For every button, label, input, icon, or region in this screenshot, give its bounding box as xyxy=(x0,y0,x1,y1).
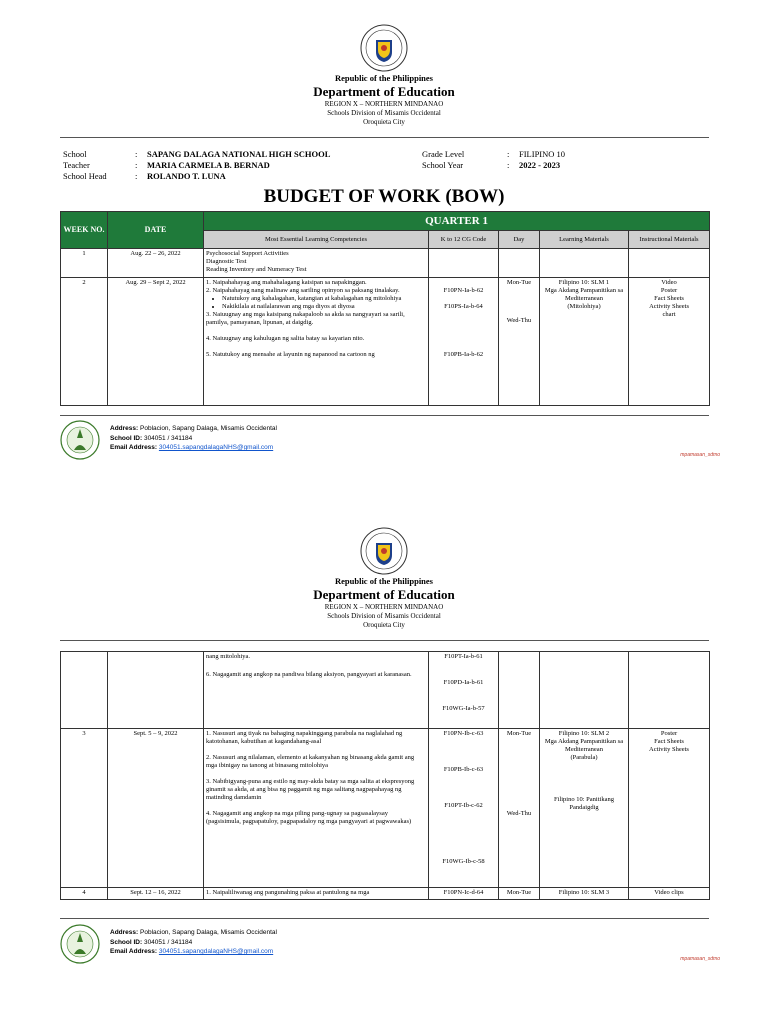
grade-value: FILIPINO 10 xyxy=(519,149,566,159)
day-item: Mon-Tue xyxy=(506,279,532,286)
materials-header: Learning Materials xyxy=(540,231,629,249)
table-row xyxy=(61,729,710,888)
code-item: F10PN-Ia-b-62 xyxy=(443,287,484,294)
competency-item: 3. Nabibigyang-puna ang estilo ng may-akda batay sa mga salita at ekspresyong ginamit sa akda, at ang bisa ng paggamit ng mga salitang nagpapahayag ng matinding damdamin xyxy=(206,778,415,801)
header-divider xyxy=(60,640,709,641)
code-item: F10PD-Ia-b-61 xyxy=(443,679,484,686)
department-text: Department of Education xyxy=(313,84,455,99)
letterhead xyxy=(0,73,768,127)
code-item: F10PN-Ib-c-63 xyxy=(443,730,484,737)
week-cell: 1 xyxy=(61,249,108,278)
school-logo-icon xyxy=(60,924,100,964)
competency-item: nang mitolohiya. xyxy=(206,653,251,660)
day-cell xyxy=(499,729,540,888)
day-cell: Mon-Tue xyxy=(499,888,540,900)
region-text: REGION X – NORTHERN MINDANAO xyxy=(324,100,444,108)
competency-bullet: • Natutukoy ang kahalagahan, katangian at kabalagahan ng mitolohiya xyxy=(222,295,426,303)
footer-divider xyxy=(60,918,709,919)
email-link[interactable]: 304051.sapangdalagaNHS@gmail.com xyxy=(158,444,274,451)
date-cell: Sept. 12 – 16, 2022 xyxy=(108,888,204,900)
table-row xyxy=(61,888,710,900)
code-item: F10PS-Ia-b-64 xyxy=(444,303,483,310)
email-label: Email Address: xyxy=(110,444,158,451)
footer-tag: mpamasan_sdmo xyxy=(680,956,720,962)
footer xyxy=(60,420,720,470)
division-text: Schools Division of Misamis Occidental xyxy=(327,109,441,117)
year-value: 2022 - 2023 xyxy=(519,160,561,170)
school-logo-icon xyxy=(60,420,100,460)
instr-cell: Poster Fact Sheets Activity Sheets xyxy=(629,729,710,888)
table-row xyxy=(61,652,710,729)
materials-cell xyxy=(540,729,629,888)
competency-item: 1. Naipahahayag ang mahahalagang kaisipan sa napakinggan. xyxy=(206,279,367,286)
day-cell xyxy=(499,278,540,406)
schoolid-label: School ID: xyxy=(110,434,143,442)
email-label: Email Address: xyxy=(110,948,158,955)
competency-item: 2. Nasusuri ang nilalaman, elemento at kakanyahan ng binasang akda gamit ang mga ibinigay na tanong at binasang mitolohiya xyxy=(206,754,415,769)
code-item: F10PT-Ia-b-61 xyxy=(444,653,483,660)
head-label: School Head xyxy=(63,171,107,181)
competency-cell: 1. Naipaliliwanag ang pangunahing paksa at pantulong na mga xyxy=(204,888,429,900)
competency-item: 1. Nasusuri ang tiyak na bahaging napakinggang parabula na naglalahad ng katotohanan, kabutihan at kagandahang-asal xyxy=(206,730,403,745)
materials-item: Filipino 10: SLM 2 Mga Akdang Pampanitikan sa Mediterranean (Parabula) xyxy=(544,730,624,761)
competency-cell: Psychosocial Support Activities Diagnostic Test Reading Inventory and Numeracy Test xyxy=(204,249,429,278)
instr-cell: Video Poster Fact Sheets Activity Sheets chart xyxy=(629,278,710,406)
day-header: Day xyxy=(499,231,540,249)
table-row xyxy=(61,278,710,406)
code-header: K to 12 CG Code xyxy=(429,231,499,249)
materials-cell: Filipino 10: SLM 1 Mga Akdang Pampanitikan sa Mediterranean (Mitolohiya) xyxy=(540,278,629,406)
competency-cell xyxy=(204,729,429,888)
city-text: Oroquieta City xyxy=(363,621,405,629)
code-item: F10PB-Ib-c-63 xyxy=(443,766,484,773)
school-label: School xyxy=(63,149,87,159)
republic-text: Republic of the Philippines xyxy=(334,576,433,586)
code-cell xyxy=(429,652,499,729)
week-cell: 3 xyxy=(61,729,108,888)
address-value: Poblacion, Sapang Dalaga, Misamis Occidental xyxy=(140,929,277,936)
deped-seal-icon xyxy=(360,24,408,72)
date-cell: Aug. 22 – 26, 2022 xyxy=(108,249,204,278)
footer-divider xyxy=(60,415,709,416)
bow-table-continued xyxy=(60,651,710,900)
school-value: SAPANG DALAGA NATIONAL HIGH SCHOOL xyxy=(147,149,331,159)
address-label: Address: xyxy=(110,425,139,432)
school-info-right: Grade Level : FILIPINO 10 School Year : 2022 - 2023 xyxy=(422,149,566,170)
day-item: Wed-Thu xyxy=(506,810,532,817)
code-cell xyxy=(429,729,499,888)
address-label: Address: xyxy=(110,929,139,936)
schoolid-value: 304051 / 341184 xyxy=(143,434,193,442)
date-header: DATE xyxy=(108,212,204,249)
day-item: Wed-Thu xyxy=(506,317,532,324)
code-cell xyxy=(429,278,499,406)
email-link[interactable]: 304051.sapangdalagaNHS@gmail.com xyxy=(158,948,274,955)
department-text: Department of Education xyxy=(313,587,455,602)
footer xyxy=(60,924,720,974)
competency-item: 2. Naipahahayag nang malinaw ang sariling opinyon sa paksang tinalakay. xyxy=(206,287,400,294)
schoolid-label: School ID: xyxy=(110,938,143,946)
competency-bullet: • Nakikilala at nailalarawan ang mga diyos at diyosa xyxy=(222,303,426,311)
school-info-left: School : SAPANG DALAGA NATIONAL HIGH SCHOOL Teacher : MARIA CARMELA B. BERNAD School Head : ROLANDO T. LUNA xyxy=(63,149,331,181)
table-row xyxy=(61,249,710,278)
instr-header: Instructional Materials xyxy=(629,231,710,249)
head-value: ROLANDO T. LUNA xyxy=(147,171,226,181)
grade-label: Grade Level xyxy=(422,149,465,159)
letterhead xyxy=(0,576,768,630)
date-cell: Aug. 29 – Sept 2, 2022 xyxy=(108,278,204,406)
materials-item: Filipino 10: Panitikang Pandaigdig xyxy=(554,796,614,811)
week-cell: 2 xyxy=(61,278,108,406)
code-item: F10PT-Ib-c-62 xyxy=(444,802,483,809)
address-value: Poblacion, Sapang Dalaga, Misamis Occidental xyxy=(140,425,277,432)
deped-seal-icon xyxy=(360,527,408,575)
week-header: WEEK NO. xyxy=(61,212,108,249)
competency-cell xyxy=(204,652,429,729)
day-item: Mon-Tue xyxy=(506,730,532,737)
code-cell: F10PN-Ic-d-64 xyxy=(429,888,499,900)
date-cell: Sept. 5 – 9, 2022 xyxy=(108,729,204,888)
materials-cell: Filipino 10: SLM 3 xyxy=(540,888,629,900)
footer-tag: mpamasan_sdmo xyxy=(680,452,720,458)
competency-item: 6. Nagagamit ang angkop na pandiwa bilang aksiyon, pangyayari at karanasan. xyxy=(206,671,412,678)
region-text: REGION X – NORTHERN MINDANAO xyxy=(324,603,444,611)
quarter-header: QUARTER 1 xyxy=(204,212,710,231)
division-text: Schools Division of Misamis Occidental xyxy=(327,612,441,620)
code-item: F10WG-Ia-b-57 xyxy=(442,705,485,712)
code-item: F10WG-Ib-c-58 xyxy=(442,858,485,865)
teacher-label: Teacher xyxy=(63,160,90,170)
bow-table xyxy=(60,211,710,406)
city-text: Oroquieta City xyxy=(363,118,405,126)
teacher-value: MARIA CARMELA B. BERNAD xyxy=(147,160,270,170)
instr-cell: Video clips xyxy=(629,888,710,900)
competency-item: 4. Nagagamit ang angkop na mga piling pang-ugnay sa pagsasalaysay (pagsisimula, pagpapatuloy, pagpapadaloy ng mga pangyayari at pagwawakas) xyxy=(206,810,412,825)
republic-text: Republic of the Philippines xyxy=(334,73,433,83)
bow-title: BUDGET OF WORK (BOW) xyxy=(263,186,505,207)
competency-item: 5. Natutukoy ang mensahe at layunin ng napanood na cartoon ng xyxy=(206,351,375,358)
melc-header: Most Essential Learning Competencies xyxy=(204,231,429,249)
competency-item: 3. Naiuugnay ang mga kaisipang nakapaloob sa akda sa nangyayari sa sarili, pamilya, pamayanan, lipunan, at daigdig. xyxy=(206,311,405,326)
code-item: F10PB-Ia-b-62 xyxy=(443,351,484,358)
competency-item: 4. Naiuugnay ang kahulugan ng salita batay sa kayarian nito. xyxy=(206,335,365,342)
week-cell: 4 xyxy=(61,888,108,900)
competency-cell xyxy=(204,278,429,406)
header-divider xyxy=(60,137,709,138)
schoolid-value: 304051 / 341184 xyxy=(143,938,193,946)
year-label: School Year xyxy=(422,160,464,170)
